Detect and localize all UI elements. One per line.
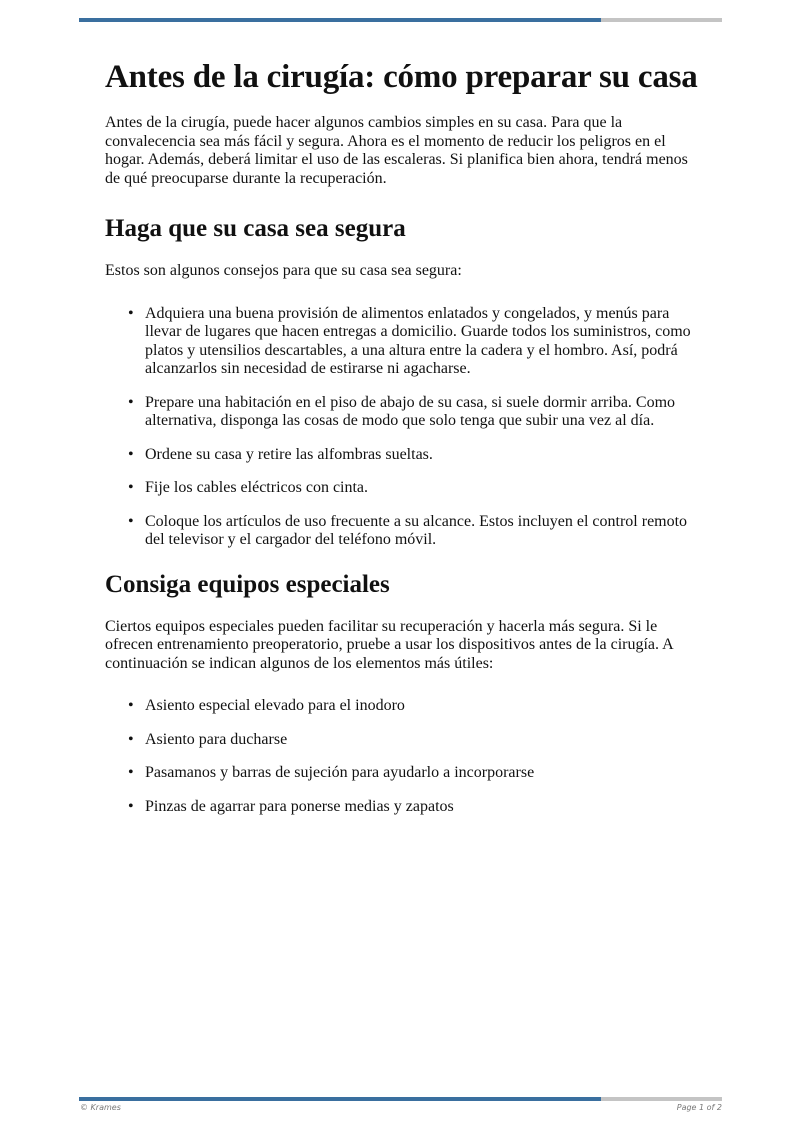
list-item: • Ordene su casa y retire las alfombras sueltas. xyxy=(145,446,705,465)
list-item: • Prepare una habitación en el piso de abajo de su casa, si suele dormir arriba. Como alternativa, disponga las cosas de modo que solo tenga que subir una vez al día. xyxy=(145,394,705,431)
top-divider-accent xyxy=(79,18,601,22)
top-divider-bar xyxy=(79,18,722,22)
section-lead-equipment: Ciertos equipos especiales pueden facilitar su recuperación y hacerla más segura. Si le ofrecen entrenamiento preoperatorio, pruebe a usar los dispositivos antes de la cirugía. A continuación se indican algunos de los elementos más útiles: xyxy=(105,617,673,672)
page-title: Antes de la cirugía: cómo preparar su casa xyxy=(105,59,698,95)
list-item: • Fije los cables eléctricos con cinta. xyxy=(145,479,705,498)
list-item: • Asiento especial elevado para el inodoro xyxy=(145,697,705,716)
section-heading-safety: Haga que su casa sea segura xyxy=(105,215,406,242)
section-lead-safety: Estos son algunos consejos para que su casa sea segura: xyxy=(105,262,462,279)
top-divider-gray xyxy=(601,18,722,22)
footer-page-number: Page 1 of 2 xyxy=(676,1103,722,1112)
list-item: • Coloque los artículos de uso frecuente a su alcance. Estos incluyen el control remoto del televisor y el cargador del teléfono móvil. xyxy=(145,513,705,550)
bottom-divider-accent xyxy=(79,1097,601,1101)
intro-paragraph: Antes de la cirugía, puede hacer algunos cambios simples en su casa. Para que la convalecencia sea más fácil y segura. Ahora es el momento de reducir los peligros en el hogar. Además, deberá limitar el uso de las escaleras. Si planifica bien ahora, tendrá menos de qué preocuparse durante la recuperación. xyxy=(105,114,688,187)
section-heading-equipment: Consiga equipos especiales xyxy=(105,570,390,598)
list-item: • Pinzas de agarrar para ponerse medias y zapatos xyxy=(145,798,705,817)
bottom-divider-bar xyxy=(79,1097,722,1101)
safety-tips-list xyxy=(105,305,705,550)
list-item: • Asiento para ducharse xyxy=(145,731,705,750)
footer-copyright: © Krames xyxy=(80,1103,121,1112)
list-item: • Pasamanos y barras de sujeción para ayudarlo a incorporarse xyxy=(145,764,705,783)
bottom-divider-gray xyxy=(601,1097,722,1101)
document-content xyxy=(105,58,705,831)
equipment-list xyxy=(105,697,705,816)
list-item: • Adquiera una buena provisión de alimentos enlatados y congelados, y menús para llevar de lugares que hacen entregas a domicilio. Guarde todos los suministros, como platos y utensilios descartables, a una altura entre la cadera y el hombro. Así, podrá alcanzarlos sin necesidad de estirarse ni agacharse. xyxy=(145,305,705,379)
